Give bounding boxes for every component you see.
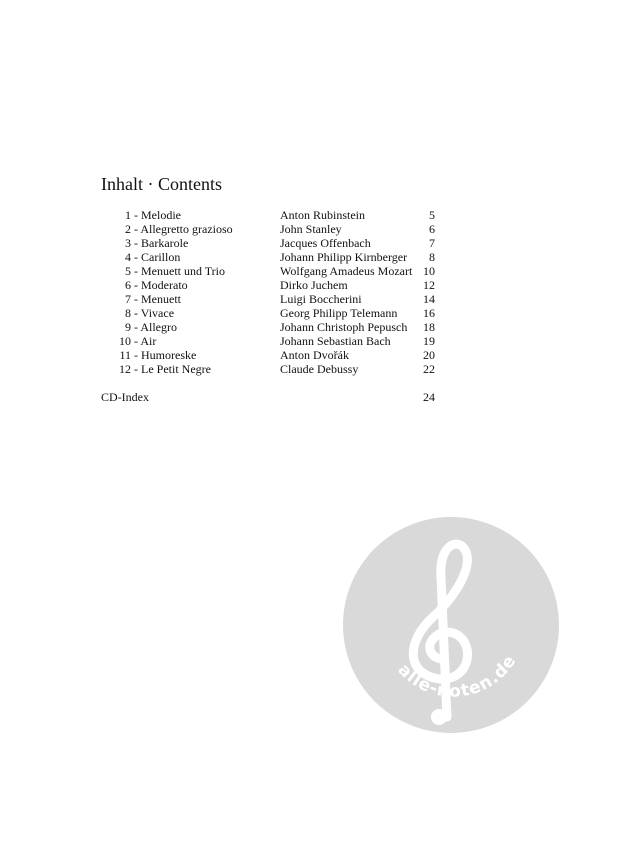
entry-separator: - [131, 334, 141, 348]
entry-title-text: Le Petit Negre [141, 362, 211, 376]
entry-page: 16 [423, 306, 435, 320]
entry-separator: - [131, 306, 141, 320]
entry-composer: Johann Christoph Pepusch [280, 320, 408, 334]
entry-separator: - [131, 222, 141, 236]
entry-title [131, 362, 211, 376]
entry-page: 19 [423, 334, 435, 348]
entry-page: 14 [423, 292, 435, 306]
entry-number: 3 [125, 236, 131, 250]
entry-number: 2 [125, 222, 131, 236]
toc-entry [101, 278, 441, 292]
entry-title-text: Air [140, 334, 157, 348]
entry-page: 12 [423, 278, 435, 292]
entry-number: 6 [125, 278, 131, 292]
entry-composer: Wolfgang Amadeus Mozart [280, 264, 413, 278]
entry-title-text: Allegretto grazioso [140, 222, 233, 236]
entry-page: 6 [429, 222, 435, 236]
treble-clef-icon [343, 517, 559, 733]
entry-title-text: Menuett und Trio [141, 264, 226, 278]
page-title: Inhalt · Contents [101, 174, 222, 194]
entry-composer: Anton Rubinstein [280, 208, 366, 222]
entry-title-text: Melodie [141, 208, 181, 222]
entry-number: 1 [125, 208, 131, 222]
entry-page: 22 [423, 362, 435, 376]
cd-index-label: CD-Index [101, 390, 149, 404]
entry-composer: Luigi Boccherini [280, 292, 362, 306]
entry-composer: Johann Philipp Kirnberger [280, 250, 408, 264]
entry-title-text: Menuett [141, 292, 181, 306]
entry-title [131, 292, 181, 306]
entry-page: 5 [429, 208, 435, 222]
toc-entry [101, 264, 441, 278]
toc-entry [101, 320, 441, 334]
entry-composer: Georg Philipp Telemann [280, 306, 398, 320]
entry-separator: - [131, 236, 141, 250]
watermark-logo [343, 517, 559, 733]
cd-index-page: 24 [423, 390, 435, 404]
entry-page: 20 [423, 348, 435, 362]
contents-list [101, 208, 441, 376]
entry-number: 11 [119, 348, 131, 362]
entry-separator: - [131, 348, 141, 362]
entry-composer: Johann Sebastian Bach [280, 334, 391, 348]
entry-separator: - [131, 250, 141, 264]
entry-separator: - [131, 264, 141, 278]
entry-title [131, 264, 225, 278]
entry-page: 10 [423, 264, 435, 278]
entry-title [131, 250, 180, 264]
entry-title [131, 208, 181, 222]
cd-index-row [101, 390, 441, 404]
entry-composer: Dirko Juchem [280, 278, 348, 292]
toc-entry [101, 292, 441, 306]
entry-title-text: Carillon [141, 250, 181, 264]
entry-title [131, 348, 196, 362]
entry-page: 18 [423, 320, 435, 334]
entry-separator: - [131, 292, 141, 306]
entry-title-text: Barkarole [141, 236, 189, 250]
entry-composer: Jacques Offenbach [280, 236, 371, 250]
entry-number: 4 [125, 250, 131, 264]
entry-page: 8 [429, 250, 435, 264]
entry-title [131, 222, 233, 236]
toc-entry [101, 222, 441, 236]
entry-title-text: Vivace [140, 306, 175, 320]
entry-separator: - [131, 362, 141, 376]
entry-title-text: Allegro [140, 320, 177, 334]
entry-title [131, 320, 177, 334]
toc-entry [101, 348, 441, 362]
entry-number: 9 [125, 320, 131, 334]
watermark-text: alle-noten.de [393, 651, 521, 702]
entry-title [131, 278, 188, 292]
entry-page: 7 [429, 236, 435, 250]
entry-number: 7 [125, 292, 131, 306]
entry-composer: John Stanley [280, 222, 342, 236]
entry-title-text: Humoreske [141, 348, 197, 362]
toc-entry [101, 208, 441, 222]
toc-entry [101, 250, 441, 264]
entry-number: 10 [119, 334, 131, 348]
entry-title-text: Moderato [141, 278, 188, 292]
entry-composer: Claude Debussy [280, 362, 359, 376]
toc-entry [101, 236, 441, 250]
entry-number: 12 [119, 362, 131, 376]
entry-title [131, 236, 188, 250]
entry-title [131, 306, 174, 320]
toc-entry [101, 334, 441, 348]
entry-number: 8 [125, 306, 131, 320]
entry-composer: Anton Dvořák [280, 348, 349, 362]
entry-separator: - [131, 320, 141, 334]
entry-separator: - [131, 278, 141, 292]
toc-entry [101, 306, 441, 320]
toc-entry [101, 362, 441, 376]
entry-number: 5 [125, 264, 131, 278]
entry-separator: - [131, 208, 141, 222]
entry-title [131, 334, 156, 348]
